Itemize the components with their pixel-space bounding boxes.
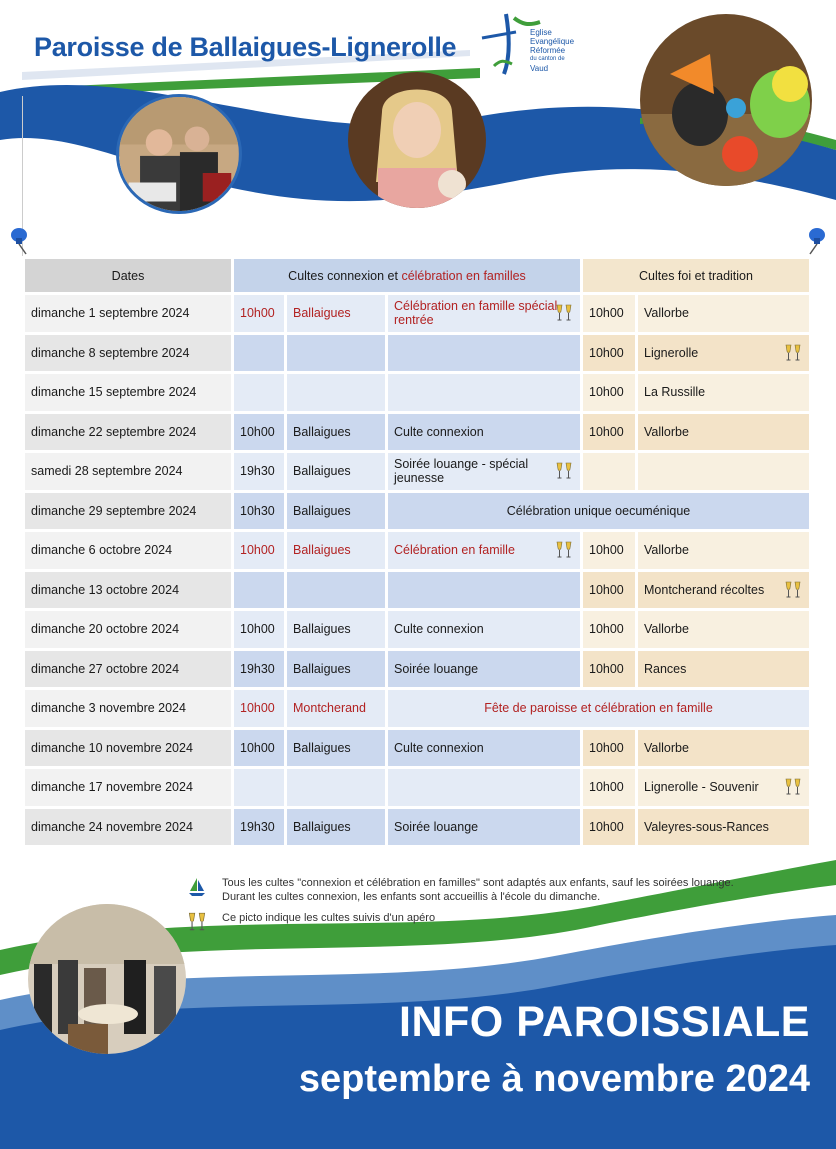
cell-foi-place	[638, 809, 809, 846]
cell-event-text: Célébration en famille spécial rentrée	[394, 299, 558, 328]
cell-foi-time	[583, 374, 635, 411]
cell-foi-time	[583, 414, 635, 451]
cell-time	[234, 730, 284, 767]
wine-glasses-icon	[554, 461, 574, 481]
table-row	[25, 572, 809, 609]
cell-event-text: Soirée louange	[394, 661, 479, 676]
cell-place	[287, 809, 385, 846]
cell-date	[25, 730, 231, 767]
cell-place	[287, 295, 385, 332]
cell-date-text: samedi 28 septembre 2024	[31, 464, 183, 479]
cell-event-text: Soirée louange	[394, 819, 479, 834]
cell-date	[25, 374, 231, 411]
cell-time	[234, 374, 284, 411]
cell-date-text: dimanche 3 novembre 2024	[31, 701, 186, 716]
cell-date	[25, 335, 231, 372]
cell-foi-place	[638, 532, 809, 569]
cell-foi-time	[583, 295, 635, 332]
cell-time-text: 10h00	[240, 701, 275, 716]
cell-date-text: dimanche 10 novembre 2024	[31, 740, 193, 755]
cell-date-text: dimanche 15 septembre 2024	[31, 385, 197, 400]
cell-place-text: Ballaigues	[293, 543, 351, 558]
cell-time-text: 19h30	[240, 661, 275, 676]
cell-foi-time	[583, 532, 635, 569]
cell-event	[388, 730, 580, 767]
header-connexion: Cultes connexion et célébration en familles	[234, 259, 580, 292]
cell-time	[234, 335, 284, 372]
cell-place-text: Ballaigues	[293, 740, 351, 755]
wine-glasses-icon	[554, 303, 574, 323]
pushpin-left-icon	[6, 226, 32, 256]
photo-crafts	[640, 14, 812, 186]
header-dates: Dates	[25, 259, 231, 292]
table-row	[25, 690, 809, 727]
cell-time	[234, 453, 284, 490]
cell-foi-time-text: 10h00	[589, 780, 624, 795]
cell-place	[287, 572, 385, 609]
legend-children: Tous les cultes "connexion et célébration en familles" sont adaptés aux enfants, sauf les soirées louange. Durant les cultes connexion, les enfants sont accueillis à l'école du dimanche.	[186, 876, 766, 904]
cell-time-text: 10h00	[240, 622, 275, 637]
cell-time	[234, 611, 284, 648]
cell-place	[287, 335, 385, 372]
schedule-table	[22, 256, 812, 848]
cell-date	[25, 769, 231, 806]
table-row	[25, 611, 809, 648]
cell-date	[25, 572, 231, 609]
cell-foi-place	[638, 572, 809, 609]
cell-time	[234, 414, 284, 451]
cell-merged-event-text: Célébration unique oecuménique	[506, 503, 691, 518]
photo-child	[348, 72, 486, 208]
cell-place-text: Ballaigues	[293, 306, 351, 321]
footer-title: INFO PAROISSIALE	[399, 998, 810, 1046]
cell-foi-time	[583, 453, 635, 490]
cell-foi-place-text: Montcherand récoltes	[644, 582, 765, 597]
cell-foi-time	[583, 730, 635, 767]
church-logo-text: Eglise Evangélique Réformée du canton de Vaud	[530, 28, 575, 73]
cell-foi-place	[638, 611, 809, 648]
cell-date-text: dimanche 20 octobre 2024	[31, 622, 180, 637]
cell-date-text: dimanche 13 octobre 2024	[31, 582, 180, 597]
cell-date-text: dimanche 1 septembre 2024	[31, 306, 190, 321]
cell-place	[287, 730, 385, 767]
cell-place	[287, 769, 385, 806]
pushpin-right-icon	[804, 226, 830, 256]
wine-glasses-icon	[783, 580, 803, 600]
cell-foi-place-text: Rances	[644, 661, 687, 676]
cell-date-text: dimanche 24 novembre 2024	[31, 819, 193, 834]
cell-event-text: Célébration en famille	[394, 543, 515, 558]
cell-event	[388, 532, 580, 569]
cell-date	[25, 532, 231, 569]
cell-place-text: Ballaigues	[293, 819, 351, 834]
cell-event	[388, 295, 580, 332]
cell-event	[388, 769, 580, 806]
table-row	[25, 374, 809, 411]
cell-merged-event	[388, 493, 809, 530]
cell-time	[234, 572, 284, 609]
cell-foi-place-text: Vallorbe	[644, 740, 689, 755]
cell-foi-time-text: 10h00	[589, 345, 624, 360]
table-header-row	[25, 259, 809, 292]
cell-foi-time	[583, 335, 635, 372]
cell-place-text: Montcherand	[293, 701, 366, 716]
cell-foi-time-text: 10h00	[589, 385, 624, 400]
cell-foi-time	[583, 769, 635, 806]
cell-foi-place	[638, 651, 809, 688]
table-row	[25, 532, 809, 569]
cell-place	[287, 690, 385, 727]
cell-foi-place-text: La Russille	[644, 385, 706, 400]
boat-icon	[186, 876, 208, 898]
cell-event	[388, 453, 580, 490]
cell-date	[25, 453, 231, 490]
cell-event-text: Culte connexion	[394, 622, 484, 637]
table-row	[25, 730, 809, 767]
cell-foi-time	[583, 651, 635, 688]
table-row	[25, 769, 809, 806]
table-row	[25, 453, 809, 490]
cell-time	[234, 690, 284, 727]
cell-foi-time	[583, 809, 635, 846]
cell-foi-place-text: Lignerolle - Souvenir	[644, 780, 759, 795]
cell-time-text: 10h00	[240, 740, 275, 755]
cell-foi-place-text: Valeyres-sous-Rances	[644, 819, 769, 834]
table-row	[25, 651, 809, 688]
wine-glasses-icon	[783, 777, 803, 797]
cell-foi-place-text: Vallorbe	[644, 306, 689, 321]
cell-event-text: Culte connexion	[394, 740, 484, 755]
cell-foi-time-text: 10h00	[589, 424, 624, 439]
cell-date	[25, 414, 231, 451]
cell-place	[287, 611, 385, 648]
cell-place-text: Ballaigues	[293, 464, 351, 479]
cell-event	[388, 414, 580, 451]
parish-title: Paroisse de Ballaigues-Lignerolle	[34, 32, 457, 62]
cell-foi-time-text: 10h00	[589, 661, 624, 676]
cell-foi-place	[638, 769, 809, 806]
cell-event-text: Culte connexion	[394, 424, 484, 439]
cell-time-text: 10h30	[240, 503, 275, 518]
cell-place	[287, 414, 385, 451]
cell-foi-place	[638, 453, 809, 490]
cell-time-text: 10h00	[240, 306, 275, 321]
table-row	[25, 335, 809, 372]
cell-foi-place	[638, 335, 809, 372]
cell-date	[25, 611, 231, 648]
cell-event	[388, 374, 580, 411]
cell-foi-place	[638, 374, 809, 411]
cell-event	[388, 809, 580, 846]
cell-event	[388, 611, 580, 648]
table-row	[25, 809, 809, 846]
cell-place-text: Ballaigues	[293, 424, 351, 439]
cell-time-text: 10h00	[240, 543, 275, 558]
photo-congregation	[116, 94, 242, 214]
cell-date	[25, 493, 231, 530]
cell-foi-time-text: 10h00	[589, 819, 624, 834]
cell-merged-event-text: Fête de paroisse et célébration en famille	[484, 701, 713, 716]
cell-place-text: Ballaigues	[293, 661, 351, 676]
cell-date	[25, 809, 231, 846]
cell-foi-time	[583, 572, 635, 609]
schedule-body	[25, 295, 809, 845]
footer-subtitle: septembre à novembre 2024	[298, 1058, 810, 1100]
table-row	[25, 493, 809, 530]
cell-time	[234, 809, 284, 846]
cell-date-text: dimanche 17 novembre 2024	[31, 780, 193, 795]
cell-foi-place	[638, 730, 809, 767]
cell-place	[287, 532, 385, 569]
cell-place	[287, 493, 385, 530]
wine-glasses-icon	[554, 540, 574, 560]
table-row	[25, 414, 809, 451]
cell-time	[234, 493, 284, 530]
header-foi-tradition: Cultes foi et tradition	[583, 259, 809, 292]
cell-foi-place-text: Vallorbe	[644, 622, 689, 637]
cell-time	[234, 295, 284, 332]
cell-date-text: dimanche 22 septembre 2024	[31, 424, 197, 439]
table-row	[25, 295, 809, 332]
cell-date-text: dimanche 29 septembre 2024	[31, 503, 197, 518]
cell-foi-place	[638, 414, 809, 451]
cell-time-text: 10h00	[240, 424, 275, 439]
cell-date	[25, 651, 231, 688]
cell-foi-time-text: 10h00	[589, 740, 624, 755]
cell-date	[25, 295, 231, 332]
cell-place	[287, 651, 385, 688]
cell-time	[234, 651, 284, 688]
cell-time-text: 19h30	[240, 464, 275, 479]
cell-place-text: Ballaigues	[293, 503, 351, 518]
cell-time	[234, 769, 284, 806]
cell-time	[234, 532, 284, 569]
cell-event	[388, 335, 580, 372]
wine-glasses-icon	[186, 911, 208, 933]
cell-event-text: Soirée louange - spécial jeunesse	[394, 457, 529, 486]
cell-date-text: dimanche 6 octobre 2024	[31, 543, 173, 558]
wine-glasses-icon	[783, 343, 803, 363]
cell-date-text: dimanche 27 octobre 2024	[31, 661, 180, 676]
legend	[186, 876, 766, 932]
cell-event	[388, 651, 580, 688]
cell-foi-time-text: 10h00	[589, 582, 624, 597]
cell-foi-place-text: Vallorbe	[644, 424, 689, 439]
cell-merged-event	[388, 690, 809, 727]
cell-foi-place	[638, 295, 809, 332]
cell-place	[287, 374, 385, 411]
cell-date	[25, 690, 231, 727]
cell-foi-place-text: Lignerolle	[644, 345, 699, 360]
cell-foi-time-text: 10h00	[589, 543, 624, 558]
photo-celebration	[28, 904, 186, 1054]
cell-foi-time	[583, 611, 635, 648]
cell-foi-time-text: 10h00	[589, 622, 624, 637]
cell-foi-place-text: Vallorbe	[644, 543, 689, 558]
cell-place	[287, 453, 385, 490]
cell-time-text: 19h30	[240, 819, 275, 834]
cell-place-text: Ballaigues	[293, 622, 351, 637]
cell-date-text: dimanche 8 septembre 2024	[31, 345, 190, 360]
legend-apero: Ce picto indique les cultes suivis d'un apéro	[186, 911, 766, 925]
cell-foi-time-text: 10h00	[589, 306, 624, 321]
cell-event	[388, 572, 580, 609]
